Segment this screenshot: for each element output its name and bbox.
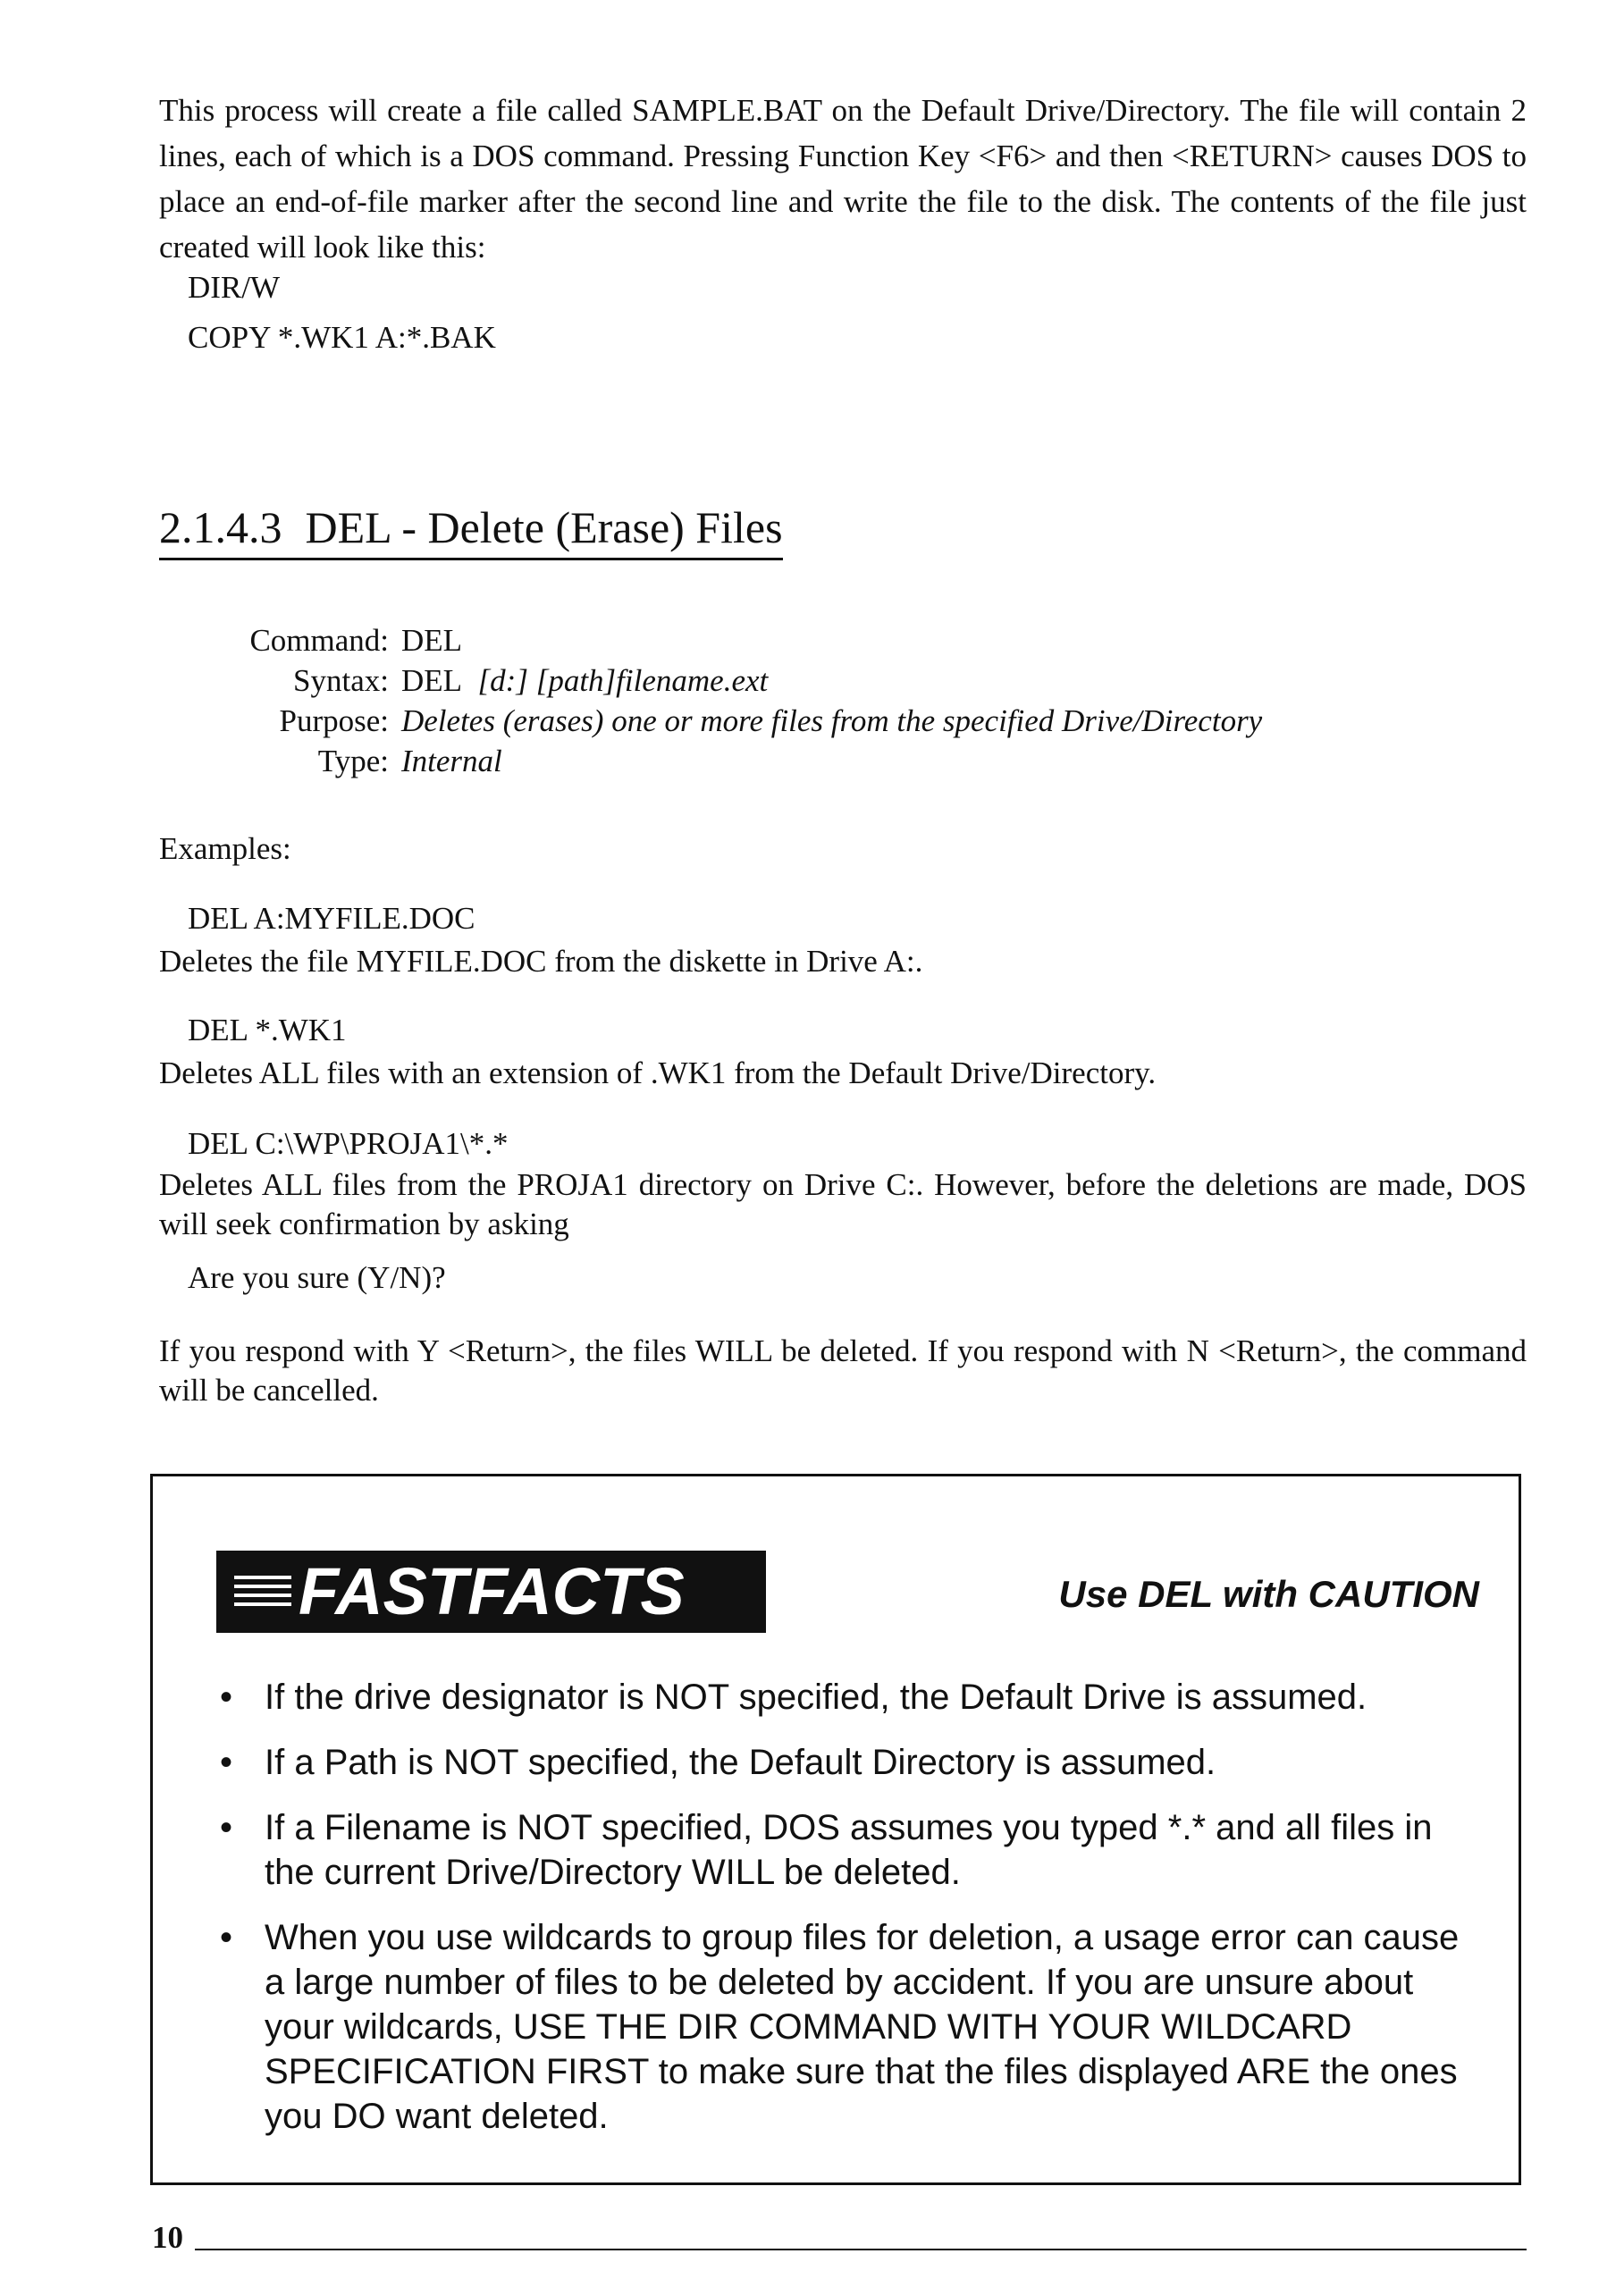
section-title: DEL - Delete (Erase) Files (305, 502, 783, 552)
fastfacts-caption: Use DEL with CAUTION (1058, 1573, 1479, 1615)
type-row (223, 741, 1262, 781)
example-description: Deletes the file MYFILE.DOC from the diskette in Drive A:. (159, 944, 923, 979)
example-command: DEL C:\WP\PROJA1\*.* (188, 1126, 509, 1161)
bullet-icon: • (220, 1678, 233, 1717)
syntax-row (223, 660, 1262, 701)
command-row (223, 620, 1262, 660)
fastfacts-item-text: If a Path is NOT specified, the Default Directory is assumed. (265, 1743, 1216, 1782)
fastfacts-item-text: If the drive designator is NOT specified, the Default Drive is assumed. (265, 1678, 1367, 1717)
file-line-2: COPY *.WK1 A:*.BAK (188, 320, 496, 355)
syntax-label: Syntax: (293, 663, 389, 698)
purpose-label: Purpose: (279, 703, 389, 738)
purpose-value: Deletes (erases) one or more files from the specified Drive/Directory (401, 703, 1263, 738)
fastfacts-item-text: When you use wildcards to group files for deletion, a usage error can cause a large number of files to be deleted by accident. If you are unsure about your wildcards, USE THE DIR COMMAND WITH YOUR WILDCARD SPECIFICATION FIRST to make sure that the files displayed ARE the ones you DO want deleted. (265, 1918, 1460, 2136)
fastfacts-logo (216, 1551, 766, 1633)
section-number: 2.1.4.3 (159, 502, 282, 552)
purpose-row (223, 701, 1262, 741)
fastfacts-list (220, 1675, 1471, 2159)
syntax-filename: filename.ext (616, 663, 769, 698)
command-info (223, 620, 1262, 781)
lines-icon (234, 1568, 291, 1615)
syntax-drive: [d:] (477, 663, 528, 698)
section-heading (159, 500, 783, 560)
fastfacts-item-text: If a Filename is NOT specified, DOS assumes you typed *.* and all files in the current Drive/Directory WILL be deleted. (265, 1808, 1433, 1892)
fastfacts-logo-text: FASTFACTS (299, 1554, 685, 1628)
bullet-icon: • (220, 1808, 233, 1847)
example-command: DEL *.WK1 (188, 1013, 347, 1047)
fastfacts-item (220, 1915, 1471, 2139)
bullet-icon: • (220, 1918, 233, 1957)
fastfacts-box (150, 1474, 1521, 2185)
syntax-command: DEL (401, 663, 463, 698)
footer-rule (195, 2249, 1527, 2250)
page-number: 10 (152, 2220, 183, 2255)
file-line-1: DIR/W (188, 270, 281, 305)
command-value: DEL (401, 623, 463, 658)
command-label: Command: (249, 623, 389, 658)
confirmation-prompt: Are you sure (Y/N)? (188, 1260, 446, 1295)
bullet-icon: • (220, 1743, 233, 1782)
syntax-path: [path] (535, 663, 617, 698)
examples-heading: Examples: (159, 831, 291, 866)
example-description: Deletes ALL files from the PROJA1 directory on Drive C:. However, before the deletions are made, DOS will seek confirmation by asking (159, 1167, 1527, 1241)
fastfacts-item (220, 1805, 1471, 1895)
example-command: DEL A:MYFILE.DOC (188, 901, 475, 936)
fastfacts-item (220, 1740, 1471, 1785)
syntax-value (401, 660, 768, 701)
type-value: Internal (401, 744, 502, 778)
fastfacts-item (220, 1675, 1471, 1720)
response-paragraph: If you respond with Y <Return>, the files WILL be deleted. If you respond with N <Return>, the command will be cancelled. (159, 1333, 1527, 1408)
intro-paragraph: This process will create a file called SAMPLE.BAT on the Default Drive/Directory. The file will contain 2 lines, each of which is a DOS command. Pressing Function Key <F6> and then <RETURN> causes DOS to place an end-of-file marker after the second line and write the file to the disk. The contents of the file just created will look like this: (159, 93, 1527, 265)
type-label: Type: (317, 744, 389, 778)
example-description: Deletes ALL files with an extension of .WK1 from the Default Drive/Directory. (159, 1055, 1157, 1090)
